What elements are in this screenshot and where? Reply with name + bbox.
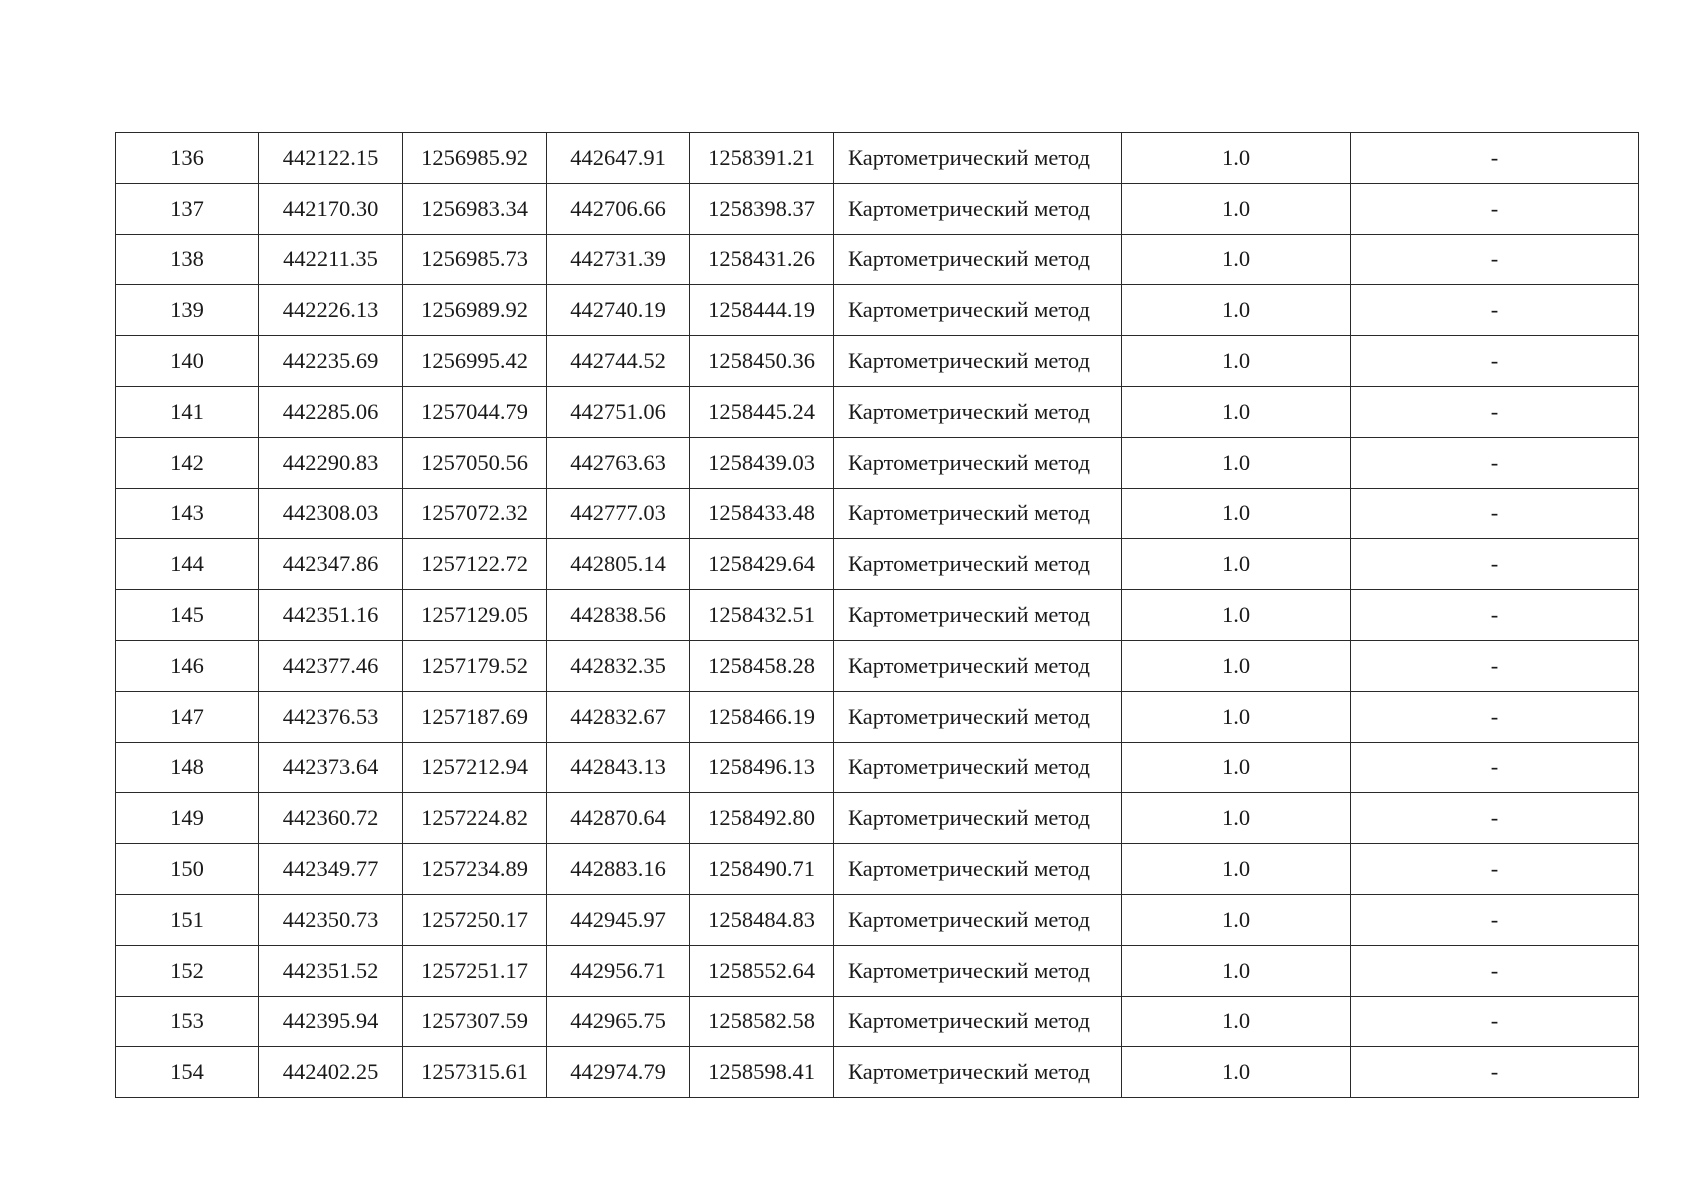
x-old-cell: 442351.16 [259, 590, 403, 641]
point-number-cell: 144 [116, 539, 259, 590]
description-cell: - [1351, 742, 1639, 793]
method-cell: Картометрический метод [834, 793, 1122, 844]
description-cell: - [1351, 590, 1639, 641]
method-cell: Картометрический метод [834, 996, 1122, 1047]
method-cell: Картометрический метод [834, 234, 1122, 285]
method-cell: Картометрический метод [834, 945, 1122, 996]
accuracy-cell: 1.0 [1122, 590, 1351, 641]
table-row [116, 437, 1639, 488]
point-number-cell: 139 [116, 285, 259, 336]
y-new-cell: 1258582.58 [690, 996, 834, 1047]
description-cell: - [1351, 996, 1639, 1047]
description-cell: - [1351, 488, 1639, 539]
y-old-cell: 1257129.05 [403, 590, 547, 641]
description-cell: - [1351, 894, 1639, 945]
table-row [116, 336, 1639, 387]
point-number-cell: 154 [116, 1047, 259, 1098]
accuracy-cell: 1.0 [1122, 285, 1351, 336]
accuracy-cell: 1.0 [1122, 386, 1351, 437]
description-cell: - [1351, 437, 1639, 488]
table-row [116, 539, 1639, 590]
x-new-cell: 442956.71 [547, 945, 690, 996]
table-row [116, 945, 1639, 996]
method-cell: Картометрический метод [834, 336, 1122, 387]
point-number-cell: 145 [116, 590, 259, 641]
accuracy-cell: 1.0 [1122, 894, 1351, 945]
y-new-cell: 1258432.51 [690, 590, 834, 641]
x-old-cell: 442376.53 [259, 691, 403, 742]
method-cell: Картометрический метод [834, 1047, 1122, 1098]
method-cell: Картометрический метод [834, 133, 1122, 184]
accuracy-cell: 1.0 [1122, 742, 1351, 793]
accuracy-cell: 1.0 [1122, 844, 1351, 895]
table-row [116, 133, 1639, 184]
accuracy-cell: 1.0 [1122, 488, 1351, 539]
method-cell: Картометрический метод [834, 183, 1122, 234]
y-new-cell: 1258496.13 [690, 742, 834, 793]
y-new-cell: 1258492.80 [690, 793, 834, 844]
y-new-cell: 1258598.41 [690, 1047, 834, 1098]
point-number-cell: 143 [116, 488, 259, 539]
y-old-cell: 1257122.72 [403, 539, 547, 590]
point-number-cell: 153 [116, 996, 259, 1047]
table-row [116, 640, 1639, 691]
accuracy-cell: 1.0 [1122, 183, 1351, 234]
description-cell: - [1351, 336, 1639, 387]
method-cell: Картометрический метод [834, 691, 1122, 742]
accuracy-cell: 1.0 [1122, 133, 1351, 184]
x-old-cell: 442373.64 [259, 742, 403, 793]
table-row [116, 590, 1639, 641]
method-cell: Картометрический метод [834, 437, 1122, 488]
y-old-cell: 1257251.17 [403, 945, 547, 996]
y-new-cell: 1258466.19 [690, 691, 834, 742]
point-number-cell: 152 [116, 945, 259, 996]
method-cell: Картометрический метод [834, 386, 1122, 437]
accuracy-cell: 1.0 [1122, 691, 1351, 742]
y-old-cell: 1256985.92 [403, 133, 547, 184]
y-new-cell: 1258439.03 [690, 437, 834, 488]
table-row [116, 488, 1639, 539]
x-new-cell: 442832.67 [547, 691, 690, 742]
x-new-cell: 442777.03 [547, 488, 690, 539]
x-old-cell: 442170.30 [259, 183, 403, 234]
x-old-cell: 442211.35 [259, 234, 403, 285]
y-old-cell: 1256983.34 [403, 183, 547, 234]
point-number-cell: 150 [116, 844, 259, 895]
table-row [116, 742, 1639, 793]
method-cell: Картометрический метод [834, 539, 1122, 590]
x-old-cell: 442395.94 [259, 996, 403, 1047]
x-old-cell: 442350.73 [259, 894, 403, 945]
table-body [116, 133, 1639, 1098]
x-old-cell: 442235.69 [259, 336, 403, 387]
point-number-cell: 136 [116, 133, 259, 184]
x-new-cell: 442744.52 [547, 336, 690, 387]
x-new-cell: 442974.79 [547, 1047, 690, 1098]
point-number-cell: 148 [116, 742, 259, 793]
table-row [116, 386, 1639, 437]
point-number-cell: 137 [116, 183, 259, 234]
x-new-cell: 442647.91 [547, 133, 690, 184]
y-new-cell: 1258429.64 [690, 539, 834, 590]
x-new-cell: 442751.06 [547, 386, 690, 437]
method-cell: Картометрический метод [834, 894, 1122, 945]
point-number-cell: 147 [116, 691, 259, 742]
x-old-cell: 442402.25 [259, 1047, 403, 1098]
y-new-cell: 1258552.64 [690, 945, 834, 996]
x-new-cell: 442945.97 [547, 894, 690, 945]
x-old-cell: 442347.86 [259, 539, 403, 590]
method-cell: Картометрический метод [834, 640, 1122, 691]
accuracy-cell: 1.0 [1122, 996, 1351, 1047]
x-new-cell: 442706.66 [547, 183, 690, 234]
description-cell: - [1351, 691, 1639, 742]
y-old-cell: 1257315.61 [403, 1047, 547, 1098]
description-cell: - [1351, 183, 1639, 234]
y-new-cell: 1258431.26 [690, 234, 834, 285]
y-old-cell: 1257187.69 [403, 691, 547, 742]
y-old-cell: 1257050.56 [403, 437, 547, 488]
x-old-cell: 442360.72 [259, 793, 403, 844]
y-old-cell: 1257307.59 [403, 996, 547, 1047]
y-old-cell: 1256995.42 [403, 336, 547, 387]
point-number-cell: 138 [116, 234, 259, 285]
description-cell: - [1351, 539, 1639, 590]
table-row [116, 996, 1639, 1047]
x-old-cell: 442226.13 [259, 285, 403, 336]
x-new-cell: 442731.39 [547, 234, 690, 285]
x-new-cell: 442870.64 [547, 793, 690, 844]
x-old-cell: 442351.52 [259, 945, 403, 996]
x-old-cell: 442285.06 [259, 386, 403, 437]
method-cell: Картометрический метод [834, 590, 1122, 641]
point-number-cell: 149 [116, 793, 259, 844]
coordinates-table [115, 132, 1639, 1098]
y-new-cell: 1258490.71 [690, 844, 834, 895]
accuracy-cell: 1.0 [1122, 437, 1351, 488]
method-cell: Картометрический метод [834, 742, 1122, 793]
y-new-cell: 1258391.21 [690, 133, 834, 184]
y-new-cell: 1258458.28 [690, 640, 834, 691]
table-row [116, 844, 1639, 895]
accuracy-cell: 1.0 [1122, 640, 1351, 691]
x-new-cell: 442740.19 [547, 285, 690, 336]
point-number-cell: 141 [116, 386, 259, 437]
x-old-cell: 442377.46 [259, 640, 403, 691]
y-new-cell: 1258444.19 [690, 285, 834, 336]
x-old-cell: 442349.77 [259, 844, 403, 895]
y-new-cell: 1258450.36 [690, 336, 834, 387]
x-old-cell: 442290.83 [259, 437, 403, 488]
table-row [116, 691, 1639, 742]
accuracy-cell: 1.0 [1122, 1047, 1351, 1098]
accuracy-cell: 1.0 [1122, 234, 1351, 285]
x-old-cell: 442308.03 [259, 488, 403, 539]
y-new-cell: 1258433.48 [690, 488, 834, 539]
description-cell: - [1351, 133, 1639, 184]
table-row [116, 285, 1639, 336]
table-row [116, 183, 1639, 234]
accuracy-cell: 1.0 [1122, 336, 1351, 387]
point-number-cell: 151 [116, 894, 259, 945]
description-cell: - [1351, 844, 1639, 895]
table-row [116, 894, 1639, 945]
description-cell: - [1351, 1047, 1639, 1098]
y-old-cell: 1257234.89 [403, 844, 547, 895]
x-new-cell: 442763.63 [547, 437, 690, 488]
accuracy-cell: 1.0 [1122, 539, 1351, 590]
accuracy-cell: 1.0 [1122, 793, 1351, 844]
x-new-cell: 442832.35 [547, 640, 690, 691]
x-new-cell: 442805.14 [547, 539, 690, 590]
method-cell: Картометрический метод [834, 844, 1122, 895]
method-cell: Картометрический метод [834, 285, 1122, 336]
description-cell: - [1351, 640, 1639, 691]
description-cell: - [1351, 386, 1639, 437]
description-cell: - [1351, 793, 1639, 844]
y-new-cell: 1258484.83 [690, 894, 834, 945]
x-new-cell: 442843.13 [547, 742, 690, 793]
y-old-cell: 1257179.52 [403, 640, 547, 691]
y-old-cell: 1257224.82 [403, 793, 547, 844]
y-old-cell: 1257212.94 [403, 742, 547, 793]
y-old-cell: 1257250.17 [403, 894, 547, 945]
description-cell: - [1351, 234, 1639, 285]
description-cell: - [1351, 285, 1639, 336]
point-number-cell: 146 [116, 640, 259, 691]
method-cell: Картометрический метод [834, 488, 1122, 539]
y-new-cell: 1258445.24 [690, 386, 834, 437]
table-row [116, 793, 1639, 844]
y-old-cell: 1256989.92 [403, 285, 547, 336]
table-row [116, 1047, 1639, 1098]
description-cell: - [1351, 945, 1639, 996]
y-old-cell: 1257044.79 [403, 386, 547, 437]
x-new-cell: 442883.16 [547, 844, 690, 895]
point-number-cell: 142 [116, 437, 259, 488]
point-number-cell: 140 [116, 336, 259, 387]
table-row [116, 234, 1639, 285]
x-new-cell: 442838.56 [547, 590, 690, 641]
y-old-cell: 1257072.32 [403, 488, 547, 539]
y-old-cell: 1256985.73 [403, 234, 547, 285]
x-new-cell: 442965.75 [547, 996, 690, 1047]
x-old-cell: 442122.15 [259, 133, 403, 184]
accuracy-cell: 1.0 [1122, 945, 1351, 996]
y-new-cell: 1258398.37 [690, 183, 834, 234]
